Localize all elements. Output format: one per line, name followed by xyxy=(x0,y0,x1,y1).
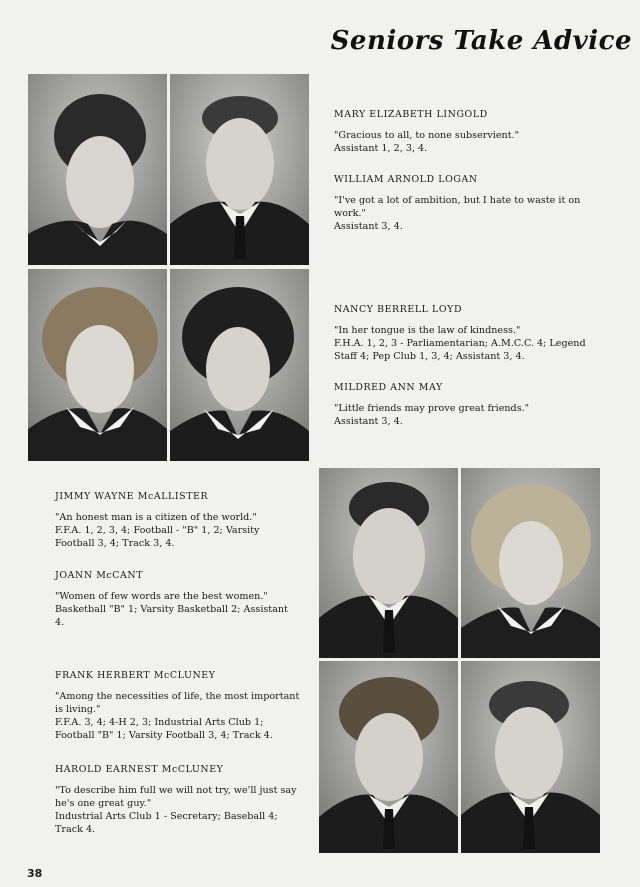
senior-entry-harold-mccluney xyxy=(55,763,300,836)
senior-quote: "An honest man is a citizen of the world." xyxy=(55,512,257,523)
senior-quote: "Little friends may prove great friends." xyxy=(334,403,530,414)
senior-name: HAROLD EARNEST McCLUNEY xyxy=(55,764,224,775)
portrait-photo-lingold xyxy=(28,74,167,265)
senior-name: MARY ELIZABETH LINGOLD xyxy=(334,109,488,120)
senior-activities: Assistant 3, 4. xyxy=(334,221,403,232)
senior-activities: Industrial Arts Club 1 - Secretary; Baseball 4; Track 4. xyxy=(55,811,278,835)
senior-activities: F.H.A. 1, 2, 3 - Parliamentarian; A.M.C.C. 4; Legend Staff 4; Pep Club 1, 3, 4; Assistant 3, 4. xyxy=(334,338,586,362)
senior-quote: "To describe him full we will not try, we'll just say he's one great guy." xyxy=(55,785,297,809)
portrait-photo-mcallister xyxy=(319,468,458,658)
portrait-photo-frank-mccluney xyxy=(319,661,458,853)
senior-name: JOANN McCANT xyxy=(55,570,144,581)
senior-entry-may xyxy=(334,381,584,428)
senior-entry-logan xyxy=(334,173,584,233)
senior-entry-frank-mccluney xyxy=(55,669,300,742)
senior-activities: Basketball "B" 1; Varsity Basketball 2; Assistant 4. xyxy=(55,604,288,628)
senior-quote: "Gracious to all, to none subservient." xyxy=(334,130,520,141)
senior-quote: "I've got a lot of ambition, but I hate to waste it on work." xyxy=(334,195,581,219)
portrait-photo-may xyxy=(170,269,309,461)
senior-name: JIMMY WAYNE McALLISTER xyxy=(55,491,209,502)
portrait-photo-loyd xyxy=(28,269,167,461)
page-number: 38 xyxy=(27,867,43,880)
senior-quote: "In her tongue is the law of kindness." xyxy=(334,325,521,336)
portrait-photo-mccant xyxy=(461,468,600,658)
portrait-photo-logan xyxy=(170,74,309,265)
senior-entry-mcallister xyxy=(55,490,300,550)
senior-activities: Assistant 1, 2, 3, 4. xyxy=(334,143,428,154)
senior-quote: "Among the necessities of life, the most important is living." xyxy=(55,691,300,715)
senior-quote: "Women of few words are the best women." xyxy=(55,591,268,602)
senior-entry-mccant xyxy=(55,569,300,629)
senior-name: FRANK HERBERT McCLUNEY xyxy=(55,670,216,681)
senior-activities: F.F.A. 3, 4; 4-H 2, 3; Industrial Arts Club 1; Football "B" 1; Varsity Football 3, 4; Track 4. xyxy=(55,717,273,741)
senior-activities: F.F.A. 1, 2, 3, 4; Football - "B" 1, 2; Varsity Football 3, 4; Track 3, 4. xyxy=(55,525,260,549)
senior-name: NANCY BERRELL LOYD xyxy=(334,304,463,315)
senior-entry-loyd xyxy=(334,303,594,363)
senior-name: WILLIAM ARNOLD LOGAN xyxy=(334,174,478,185)
senior-activities: Assistant 3, 4. xyxy=(334,416,403,427)
portrait-photo-harold-mccluney xyxy=(461,661,600,853)
page-title: Seniors Take Advice xyxy=(330,26,632,56)
senior-name: MILDRED ANN MAY xyxy=(334,382,443,393)
senior-entry-lingold xyxy=(334,108,584,155)
